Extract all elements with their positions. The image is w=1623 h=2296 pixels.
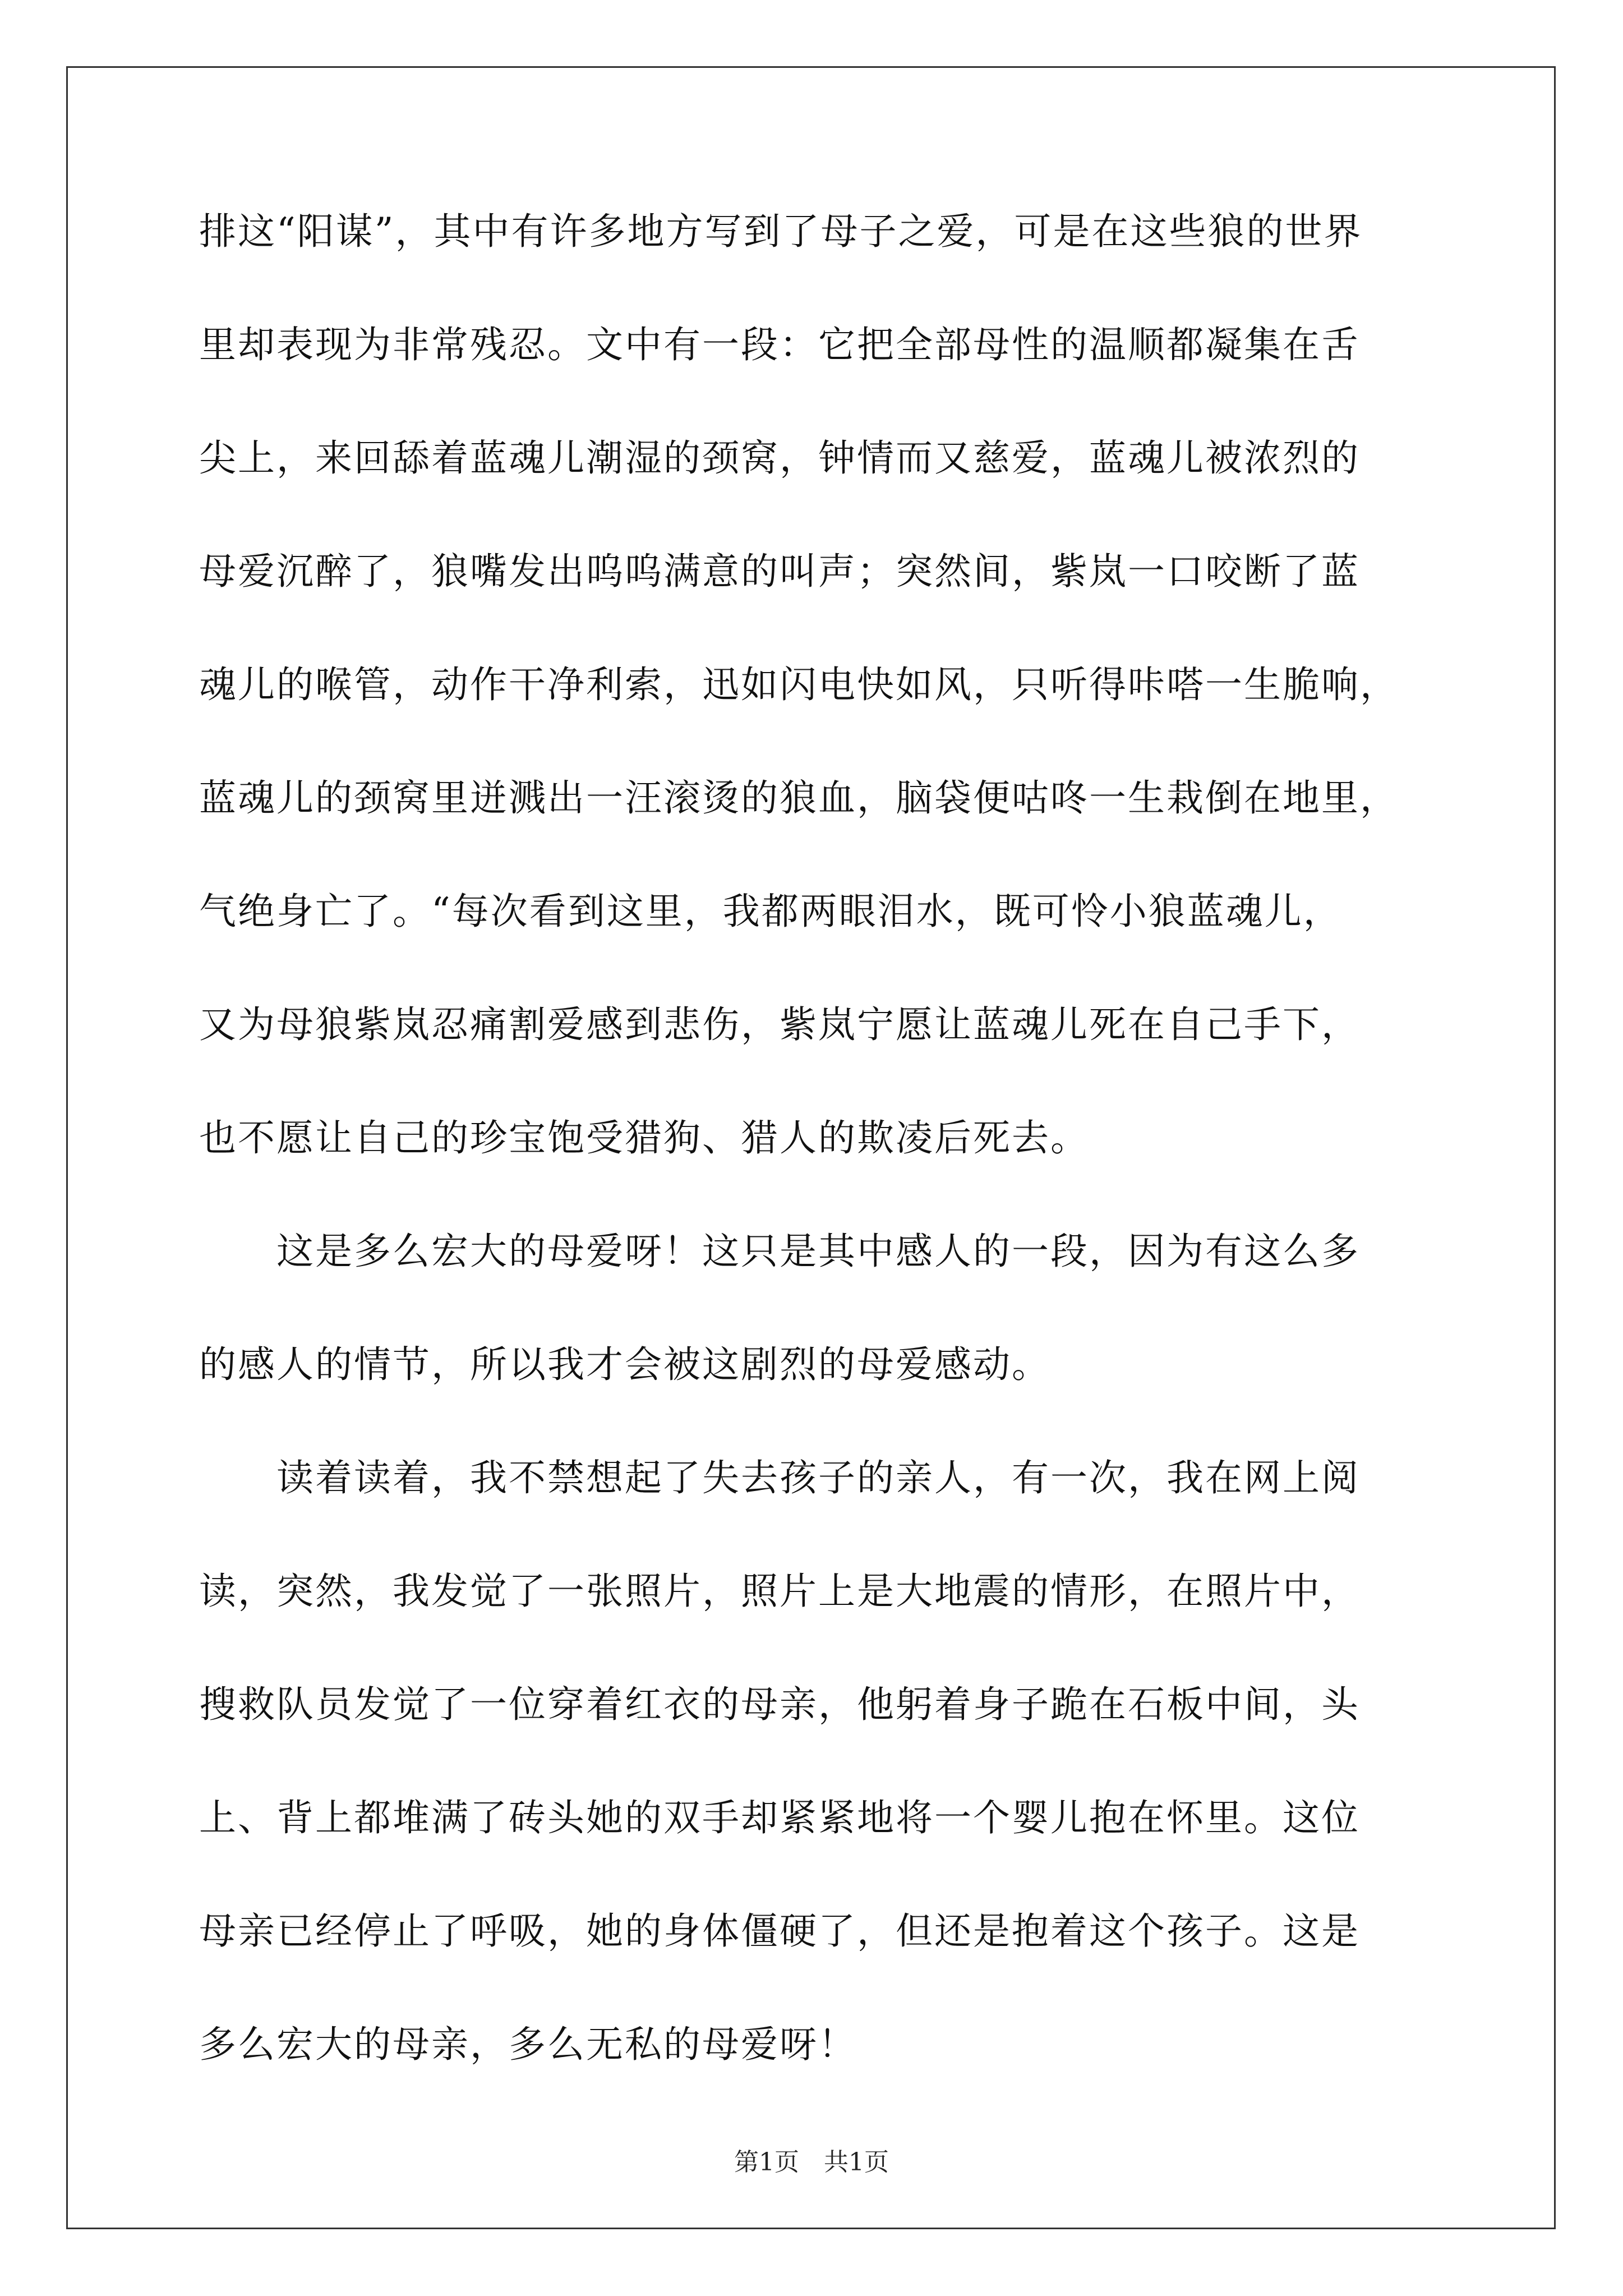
- text-line-13: 读，突然，我发觉了一张照片，照片上是大地震的情形，在照片中，: [199, 1570, 1360, 1613]
- page-footer: 第1页 共1页: [734, 2148, 889, 2177]
- text-line-14: 搜救队员发觉了一位穿着红衣的母亲，他躬着身子跪在石板中间，头: [199, 1683, 1360, 1726]
- text-line-2: 里却表现为非常残忍。文中有一段：它把全部母性的温顺都凝集在舌: [199, 323, 1360, 366]
- text-line-4: 母爱沉醉了，狼嘴发出呜呜满意的叫声；突然间，紫岚一口咬断了蓝: [199, 550, 1360, 593]
- text-line-8: 又为母狼紫岚忍痛割爱感到悲伤，紫岚宁愿让蓝魂儿死在自己手下，: [199, 1003, 1360, 1046]
- text-line-5: 魂儿的喉管，动作干净利索，迅如闪电快如风，只听得咔嗒一生脆响，: [199, 663, 1399, 706]
- text-line-17: 多么宏大的母亲，多么无私的母爱呀！: [199, 2023, 857, 2066]
- text-line-15: 上、背上都堆满了砖头她的双手却紧紧地将一个婴儿抱在怀里。这位: [199, 1796, 1360, 1839]
- document-body: [199, 210, 1422, 2139]
- text-line-16: 母亲已经停止了呼吸，她的身体僵硬了，但还是抱着这个孩子。这是: [199, 1910, 1360, 1953]
- text-line-1: 排这“阳谋”，其中有许多地方写到了母子之爱，可是在这些狼的世界: [199, 210, 1363, 253]
- text-line-12: 读着读着，我不禁想起了失去孩子的亲人，有一次，我在网上阅: [199, 1456, 1360, 1499]
- text-line-11: 的感人的情节，所以我才会被这剧烈的母爱感动。: [199, 1343, 1050, 1386]
- text-line-3: 尖上，来回舔着蓝魂儿潮湿的颈窝，钟情而又慈爱，蓝魂儿被浓烈的: [199, 436, 1360, 480]
- text-line-7: 气绝身亡了。“每次看到这里，我都两眼泪水，既可怜小狼蓝魂儿，: [199, 890, 1342, 933]
- text-line-9: 也不愿让自己的珍宝饱受猎狗、猎人的欺凌后死去。: [199, 1116, 1089, 1159]
- text-line-10: 这是多么宏大的母爱呀！这只是其中感人的一段，因为有这么多: [199, 1230, 1360, 1273]
- text-line-6: 蓝魂儿的颈窝里迸溅出一汪滚烫的狼血，脑袋便咕咚一生栽倒在地里，: [199, 776, 1399, 820]
